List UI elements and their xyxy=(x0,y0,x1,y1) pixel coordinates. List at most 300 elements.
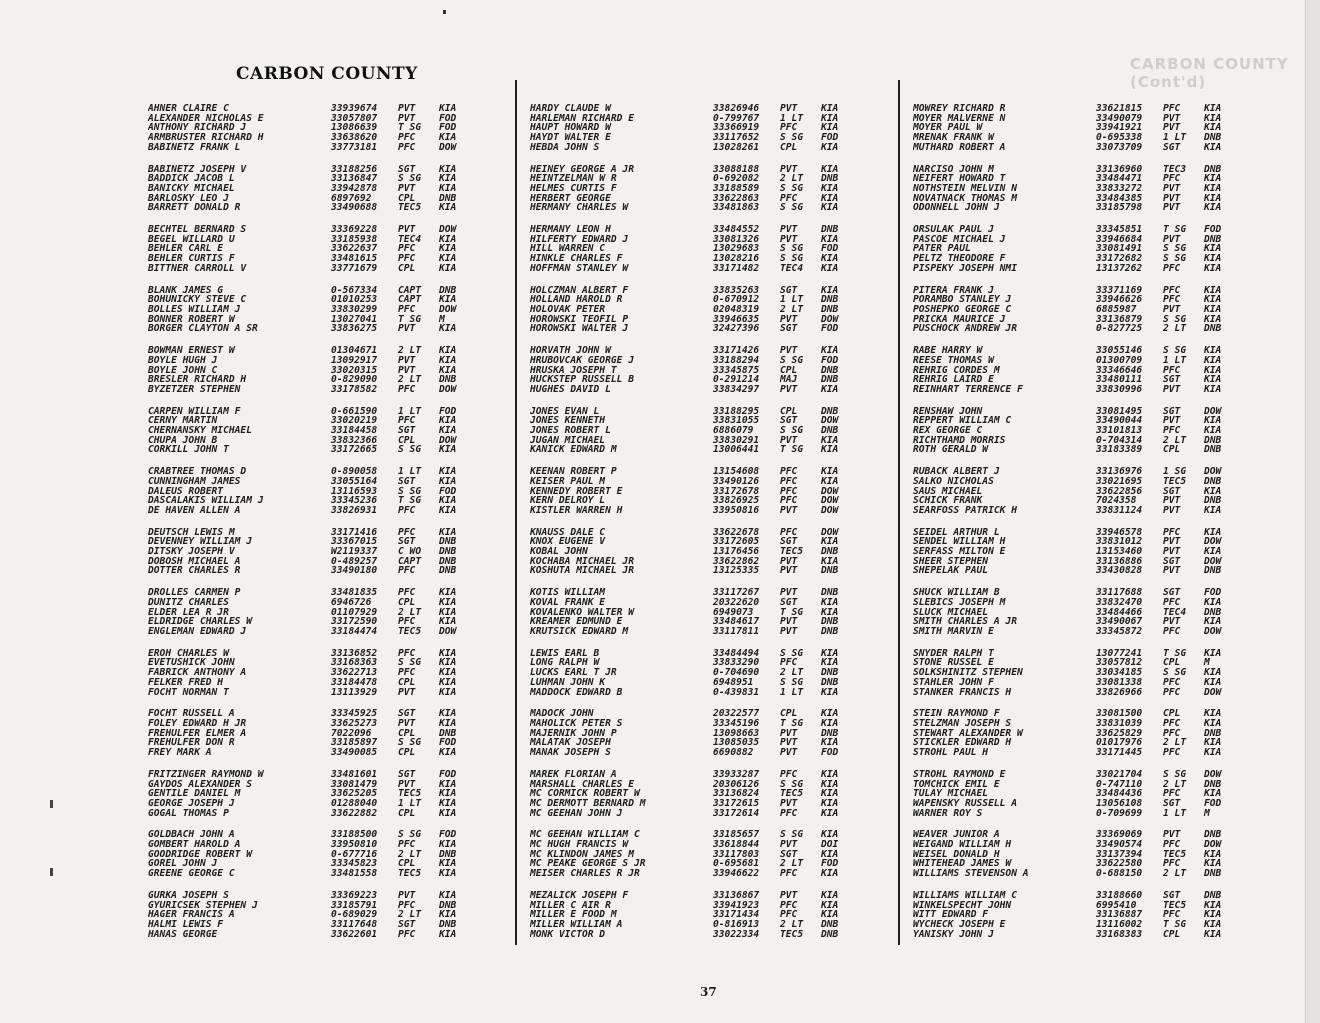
serial-number: 33622862 xyxy=(713,555,760,567)
rank: PVT xyxy=(1163,202,1181,214)
rank: CAPT xyxy=(398,294,422,306)
roster-row xyxy=(913,557,1234,567)
status: KIA xyxy=(821,182,839,194)
serial-number: 13029683 xyxy=(713,243,760,255)
soldier-name: BOHUNICKY STEVE C xyxy=(148,295,247,305)
serial-number: 0-829090 xyxy=(331,374,378,386)
serial-number: 33136976 xyxy=(1096,466,1143,478)
soldier-name: CUNNINGHAM JAMES xyxy=(148,476,241,487)
rank: PVT xyxy=(398,778,416,790)
soldier-name: SLEBICS JOSEPH M xyxy=(913,597,1006,608)
soldier-name: HEINEY GEORGE A JR xyxy=(530,164,634,175)
status: M xyxy=(1204,807,1210,819)
roster-group xyxy=(530,104,851,152)
status: KIA xyxy=(1204,173,1222,185)
roster-row xyxy=(530,748,851,758)
rank: SGT xyxy=(1163,889,1181,901)
soldier-name: REHRIG CORDES M xyxy=(913,365,1000,376)
roster-column-3 xyxy=(913,104,1234,951)
status: KIA xyxy=(439,294,457,306)
soldier-name: MC HUGH FRANCIS W xyxy=(530,840,629,850)
rank: TEC3 xyxy=(1163,163,1187,175)
roster-row xyxy=(530,114,851,124)
rank: PVT xyxy=(780,626,798,637)
serial-number: 33020315 xyxy=(331,364,378,376)
rank: PVT xyxy=(1163,383,1181,395)
soldier-name: STICKLER EDWARD H xyxy=(913,738,1012,749)
status: DNB xyxy=(439,565,457,577)
roster-group xyxy=(148,467,469,515)
serial-number: 33022334 xyxy=(713,928,760,940)
status: DOW xyxy=(821,313,839,325)
soldier-name: WEISEL DONALD H xyxy=(913,849,1000,860)
status: KIA xyxy=(439,425,457,437)
soldier-name: MADOCK JOHN xyxy=(530,709,594,719)
status: KIA xyxy=(439,647,457,659)
status: KIA xyxy=(1204,616,1222,628)
roster-group xyxy=(530,346,851,394)
rank: CPL xyxy=(398,434,416,446)
status: DOW xyxy=(821,495,839,507)
status: FOD xyxy=(439,829,457,841)
soldier-name: LUCKS EARL T JR xyxy=(530,668,617,678)
rank: PVT xyxy=(1163,829,1181,841)
soldier-name: CRABTREE THOMAS D xyxy=(148,467,247,477)
roster-row xyxy=(148,891,469,901)
ink-mark xyxy=(50,868,53,876)
status: KIA xyxy=(439,475,457,487)
soldier-name: TOMCHICK EMIL E xyxy=(913,779,1000,790)
status: KIA xyxy=(1204,485,1222,497)
status: DNB xyxy=(821,928,839,940)
roster-group xyxy=(913,649,1234,697)
status: DNB xyxy=(1204,889,1222,901)
roster-row xyxy=(530,738,851,748)
serial-number: 13113929 xyxy=(331,686,378,698)
soldier-name: SCHICK FRANK xyxy=(913,496,983,506)
rank: S SG xyxy=(398,657,422,669)
roster-row xyxy=(530,487,851,497)
rank: PVT xyxy=(398,354,416,366)
roster-group xyxy=(148,891,469,939)
roster-row xyxy=(148,123,469,133)
serial-number: 33136887 xyxy=(1096,909,1143,921)
soldier-name: SAUS MICHAEL xyxy=(913,486,983,497)
soldier-name: STONE RUSSEL E xyxy=(913,658,994,669)
serial-number: 01300709 xyxy=(1096,354,1143,366)
roster-row xyxy=(913,225,1234,235)
status: KIA xyxy=(821,848,839,860)
status: KIA xyxy=(1204,909,1222,921)
roster-row xyxy=(913,588,1234,598)
rank: 2 LT xyxy=(1163,737,1187,749)
soldier-name: DASCALAKIS WILLIAM J xyxy=(148,496,264,506)
soldier-name: HALMI LEWIS F xyxy=(148,919,224,930)
rank: 1 LT xyxy=(780,686,804,698)
soldier-name: HUGHES DAVID L xyxy=(530,384,611,395)
rank: CPL xyxy=(398,192,416,204)
rank: PVT xyxy=(780,737,798,749)
soldier-name: DUNITZ CHARLES xyxy=(148,597,229,608)
roster-group xyxy=(530,467,851,515)
rank: T SG xyxy=(780,606,804,618)
status: DOW xyxy=(821,415,839,427)
rank: SGT xyxy=(1163,485,1181,497)
serial-number: 33136867 xyxy=(713,889,760,901)
status: DOW xyxy=(439,224,457,236)
serial-number: 33171434 xyxy=(713,909,760,921)
soldier-name: HOLOVAK PETER xyxy=(530,304,606,315)
roster-row xyxy=(148,658,469,668)
roster-row xyxy=(148,184,469,194)
roster-row xyxy=(913,649,1234,659)
soldier-name: ORSULAK PAUL J xyxy=(913,225,994,235)
rank: CPL xyxy=(1163,708,1181,720)
serial-number: 13125335 xyxy=(713,565,760,577)
roster-row xyxy=(913,407,1234,417)
rank: PFC xyxy=(398,504,416,516)
soldier-name: MILLER WILLIAM A xyxy=(530,919,623,930)
roster-row xyxy=(148,264,469,274)
serial-number: 33081491 xyxy=(1096,243,1143,255)
serial-number: 33117803 xyxy=(713,848,760,860)
serial-number: 01288040 xyxy=(331,797,378,809)
soldier-name: LEWIS EARL B xyxy=(530,648,600,659)
rank: TEC4 xyxy=(780,262,804,274)
roster-group xyxy=(148,346,469,394)
rank: S SG xyxy=(1163,313,1187,325)
status: KIA xyxy=(821,536,839,548)
serial-number: 33481863 xyxy=(713,202,760,214)
roster-group xyxy=(148,286,469,334)
soldier-name: RUBACK ALBERT J xyxy=(913,467,1000,477)
roster-row xyxy=(148,203,469,213)
soldier-name: HARLEMAN RICHARD E xyxy=(530,113,634,124)
soldier-name: KOVALENKO WALTER W xyxy=(530,607,634,618)
roster-row xyxy=(148,467,469,477)
status: KIA xyxy=(821,797,839,809)
status: DOI xyxy=(821,839,839,851)
rank: 2 LT xyxy=(1163,868,1187,880)
serial-number: 33081479 xyxy=(331,778,378,790)
serial-number: 0-695681 xyxy=(713,858,760,870)
roster-group xyxy=(530,830,851,878)
status: KIA xyxy=(1204,202,1222,214)
page-title: CARBON COUNTY xyxy=(236,64,418,84)
roster-row xyxy=(530,324,851,334)
bleed-through-title: CARBON COUNTY (Cont'd) xyxy=(1130,55,1289,91)
status: KIA xyxy=(439,233,457,245)
serial-number: 33137394 xyxy=(1096,848,1143,860)
status: KIA xyxy=(1204,182,1222,194)
status: KIA xyxy=(1204,284,1222,296)
status: KIA xyxy=(439,504,457,516)
soldier-name: FREHULFER DON R xyxy=(148,738,235,749)
soldier-name: MARSHALL CHARLES E xyxy=(530,779,634,790)
serial-number: 0-747110 xyxy=(1096,778,1143,790)
roster-group xyxy=(913,528,1234,576)
roster-row xyxy=(530,426,851,436)
roster-group xyxy=(530,588,851,636)
rank: S SG xyxy=(398,829,422,841)
serial-number: 33345872 xyxy=(1096,626,1143,637)
serial-number: 0-816913 xyxy=(713,918,760,930)
rank: CPL xyxy=(780,141,798,153)
serial-number: 33185897 xyxy=(331,737,378,749)
rank: CPL xyxy=(1163,928,1181,940)
rank: S SG xyxy=(398,173,422,185)
serial-number: 6946726 xyxy=(331,596,372,608)
soldier-name: HEINTZELMAN W R xyxy=(530,174,617,184)
roster-row xyxy=(913,143,1234,153)
rank: T SG xyxy=(398,122,422,134)
rank: 2 LT xyxy=(1163,323,1187,335)
rank: PFC xyxy=(1163,676,1181,688)
status: KIA xyxy=(439,182,457,194)
soldier-name: ARMBRUSTER RICHARD H xyxy=(148,133,264,143)
roster-row xyxy=(530,143,851,153)
rank: PVT xyxy=(780,233,798,245)
serial-number: 33345851 xyxy=(1096,224,1143,236)
serial-number: 33172605 xyxy=(713,536,760,548)
serial-number: 0-704690 xyxy=(713,667,760,679)
rank: PVT xyxy=(780,839,798,851)
soldier-name: SEARFOSS PATRICK H xyxy=(913,505,1017,516)
soldier-name: HINKLE CHARLES F xyxy=(530,254,623,264)
serial-number: 33625829 xyxy=(1096,727,1143,739)
serial-number: 33833290 xyxy=(713,657,760,669)
soldier-name: TULAY MICHAEL xyxy=(913,789,989,799)
roster-column-1 xyxy=(148,104,469,951)
roster-row xyxy=(148,608,469,618)
soldier-name: PORAMBO STANLEY J xyxy=(913,295,1012,305)
soldier-name: KOBAL JOHN xyxy=(530,547,588,557)
serial-number: 13116002 xyxy=(1096,918,1143,930)
rank: PFC xyxy=(398,415,416,427)
rank: 2 LT xyxy=(398,345,422,357)
roster-row xyxy=(148,910,469,920)
soldier-name: MILLER C AIR R xyxy=(530,900,611,911)
rank: S SG xyxy=(1163,768,1187,780)
roster-row xyxy=(530,356,851,366)
roster-row xyxy=(530,729,851,739)
status: DOW xyxy=(1204,536,1222,548)
status: KIA xyxy=(439,667,457,679)
serial-number: 6885987 xyxy=(1096,303,1137,315)
soldier-name: NEIFERT HOWARD T xyxy=(913,174,1006,184)
rank: PVT xyxy=(1163,233,1181,245)
status: KIA xyxy=(821,345,839,357)
status: DNB xyxy=(821,918,839,930)
serial-number: 33625273 xyxy=(331,718,378,729)
serial-number: 20322620 xyxy=(713,596,760,608)
serial-number: 13006441 xyxy=(713,444,760,456)
serial-number: 33081500 xyxy=(1096,708,1143,720)
roster-row xyxy=(148,850,469,860)
serial-number: 33622637 xyxy=(331,243,378,255)
soldier-name: NOTHSTEIN MELVIN N xyxy=(913,183,1017,194)
roster-row xyxy=(148,254,469,264)
soldier-name: SHEPELAK PAUL xyxy=(913,566,989,577)
rank: S SG xyxy=(780,829,804,841)
status: FOD xyxy=(821,858,839,870)
roster-row xyxy=(148,295,469,305)
soldier-name: ODONNELL JOHN J xyxy=(913,203,1000,213)
status: DOW xyxy=(821,485,839,497)
rank: 1 LT xyxy=(780,294,804,306)
soldier-name: DOBOSH MICHAEL A xyxy=(148,556,241,567)
serial-number: 33136852 xyxy=(331,647,378,659)
rank: PFC xyxy=(398,928,416,940)
status: KIA xyxy=(821,606,839,618)
rank: S SG xyxy=(780,253,804,265)
status: DNB xyxy=(1204,829,1222,841)
status: DNB xyxy=(439,848,457,860)
roster-row xyxy=(530,688,851,698)
status: KIA xyxy=(439,778,457,790)
soldier-name: HILFERTY EDWARD J xyxy=(530,234,629,245)
soldier-name: DE HAVEN ALLEN A xyxy=(148,505,241,516)
rank: PFC xyxy=(1163,788,1181,800)
status: KIA xyxy=(821,262,839,274)
soldier-name: FREHULFER ELMER A xyxy=(148,728,247,739)
serial-number: 6995410 xyxy=(1096,899,1137,911)
serial-number: 33481601 xyxy=(331,768,378,780)
status: DNB xyxy=(821,565,839,577)
serial-number: 33188589 xyxy=(713,182,760,194)
soldier-name: WYCHECK JOSEPH E xyxy=(913,919,1006,930)
serial-number: 33057812 xyxy=(1096,657,1143,669)
serial-number: 33834297 xyxy=(713,383,760,395)
status: KIA xyxy=(1204,415,1222,427)
serial-number: 33117648 xyxy=(331,918,378,930)
roster-row xyxy=(530,719,851,729)
rank: SGT xyxy=(780,323,798,335)
roster-row xyxy=(913,436,1234,446)
serial-number: 0-670912 xyxy=(713,294,760,306)
rank: PFC xyxy=(780,495,798,507)
rank: SGT xyxy=(1163,587,1181,599)
serial-number: 33481835 xyxy=(331,587,378,599)
roster-group xyxy=(148,225,469,273)
rank: S SG xyxy=(780,778,804,790)
soldier-name: BLANK JAMES G xyxy=(148,285,224,296)
rank: S SG xyxy=(780,676,804,688)
serial-number: 33941923 xyxy=(713,899,760,911)
soldier-name: EVETUSHICK JOHN xyxy=(148,658,235,669)
rank: PVT xyxy=(780,313,798,325)
soldier-name: ENGLEMAN EDWARD J xyxy=(148,627,247,637)
roster-group xyxy=(148,165,469,213)
soldier-name: MOYER MALVERNE N xyxy=(913,113,1006,124)
soldier-name: FREY MARK A xyxy=(148,748,212,758)
rank: PFC xyxy=(1163,747,1181,759)
status: DNB xyxy=(1204,163,1222,175)
serial-number: 33622678 xyxy=(713,526,760,538)
status: FOD xyxy=(821,747,839,759)
roster-row xyxy=(148,506,469,516)
roster-row xyxy=(913,496,1234,506)
rank: TEC5 xyxy=(1163,899,1187,911)
rank: CPL xyxy=(398,676,416,688)
status: KIA xyxy=(821,192,839,204)
status: KIA xyxy=(821,163,839,175)
status: KIA xyxy=(439,596,457,608)
serial-number: 33484552 xyxy=(713,224,760,236)
serial-number: 33345196 xyxy=(713,718,760,729)
status: KIA xyxy=(1204,192,1222,204)
rank: PFC xyxy=(1163,626,1181,637)
status: KIA xyxy=(439,163,457,175)
serial-number: 0-567334 xyxy=(331,284,378,296)
roster-row xyxy=(913,165,1234,175)
roster-row xyxy=(148,133,469,143)
status: KIA xyxy=(439,103,457,114)
roster-row xyxy=(530,477,851,487)
soldier-name: GOGAL THOMAS P xyxy=(148,808,229,819)
serial-number: 33622601 xyxy=(331,928,378,940)
serial-number: 33184458 xyxy=(331,425,378,437)
rank: SGT xyxy=(780,415,798,427)
soldier-name: MANAK JOSEPH S xyxy=(530,748,611,758)
roster-row xyxy=(913,445,1234,455)
serial-number: 33081495 xyxy=(1096,405,1143,417)
soldier-name: BANICKY MICHAEL xyxy=(148,183,235,194)
serial-number: 33168383 xyxy=(1096,928,1143,940)
serial-number: 13154608 xyxy=(713,466,760,478)
serial-number: 13085035 xyxy=(713,737,760,749)
rank: PFC xyxy=(398,616,416,628)
status: KIA xyxy=(439,718,457,729)
roster-row xyxy=(913,104,1234,114)
status: DNB xyxy=(821,616,839,628)
rank: 1 LT xyxy=(398,797,422,809)
rank: TEC5 xyxy=(780,928,804,940)
serial-number: 0-704314 xyxy=(1096,434,1143,446)
soldier-name: HOLCZMAN ALBERT F xyxy=(530,285,629,296)
status: KIA xyxy=(1204,112,1222,124)
roster-group xyxy=(913,830,1234,878)
roster-row xyxy=(913,537,1234,547)
rank: PVT xyxy=(1163,192,1181,204)
rank: PVT xyxy=(780,163,798,175)
soldier-name: SENDEL WILLIAM H xyxy=(913,537,1006,548)
roster-row xyxy=(530,649,851,659)
status: KIA xyxy=(439,858,457,870)
rank: CPL xyxy=(398,747,416,759)
soldier-name: PASCOE MICHAEL J xyxy=(913,234,1006,245)
rank: SGT xyxy=(398,708,416,720)
serial-number: 33366919 xyxy=(713,122,760,134)
rank: MAJ xyxy=(780,374,798,386)
roster-row xyxy=(148,738,469,748)
roster-group xyxy=(530,528,851,576)
soldier-name: HILL WARREN C xyxy=(530,244,606,255)
status: M xyxy=(1204,657,1210,669)
roster-group xyxy=(913,346,1234,394)
rank: PVT xyxy=(1163,112,1181,124)
serial-number: 33178582 xyxy=(331,383,378,395)
rank: CPL xyxy=(398,807,416,819)
roster-row xyxy=(148,869,469,879)
status: KIA xyxy=(439,262,457,274)
soldier-name: PISPEKY JOSEPH NMI xyxy=(913,263,1017,274)
rank: S SG xyxy=(1163,253,1187,265)
roster-row xyxy=(530,617,851,627)
serial-number: 33172590 xyxy=(331,616,378,628)
status: KIA xyxy=(439,868,457,880)
roster-row xyxy=(148,627,469,637)
